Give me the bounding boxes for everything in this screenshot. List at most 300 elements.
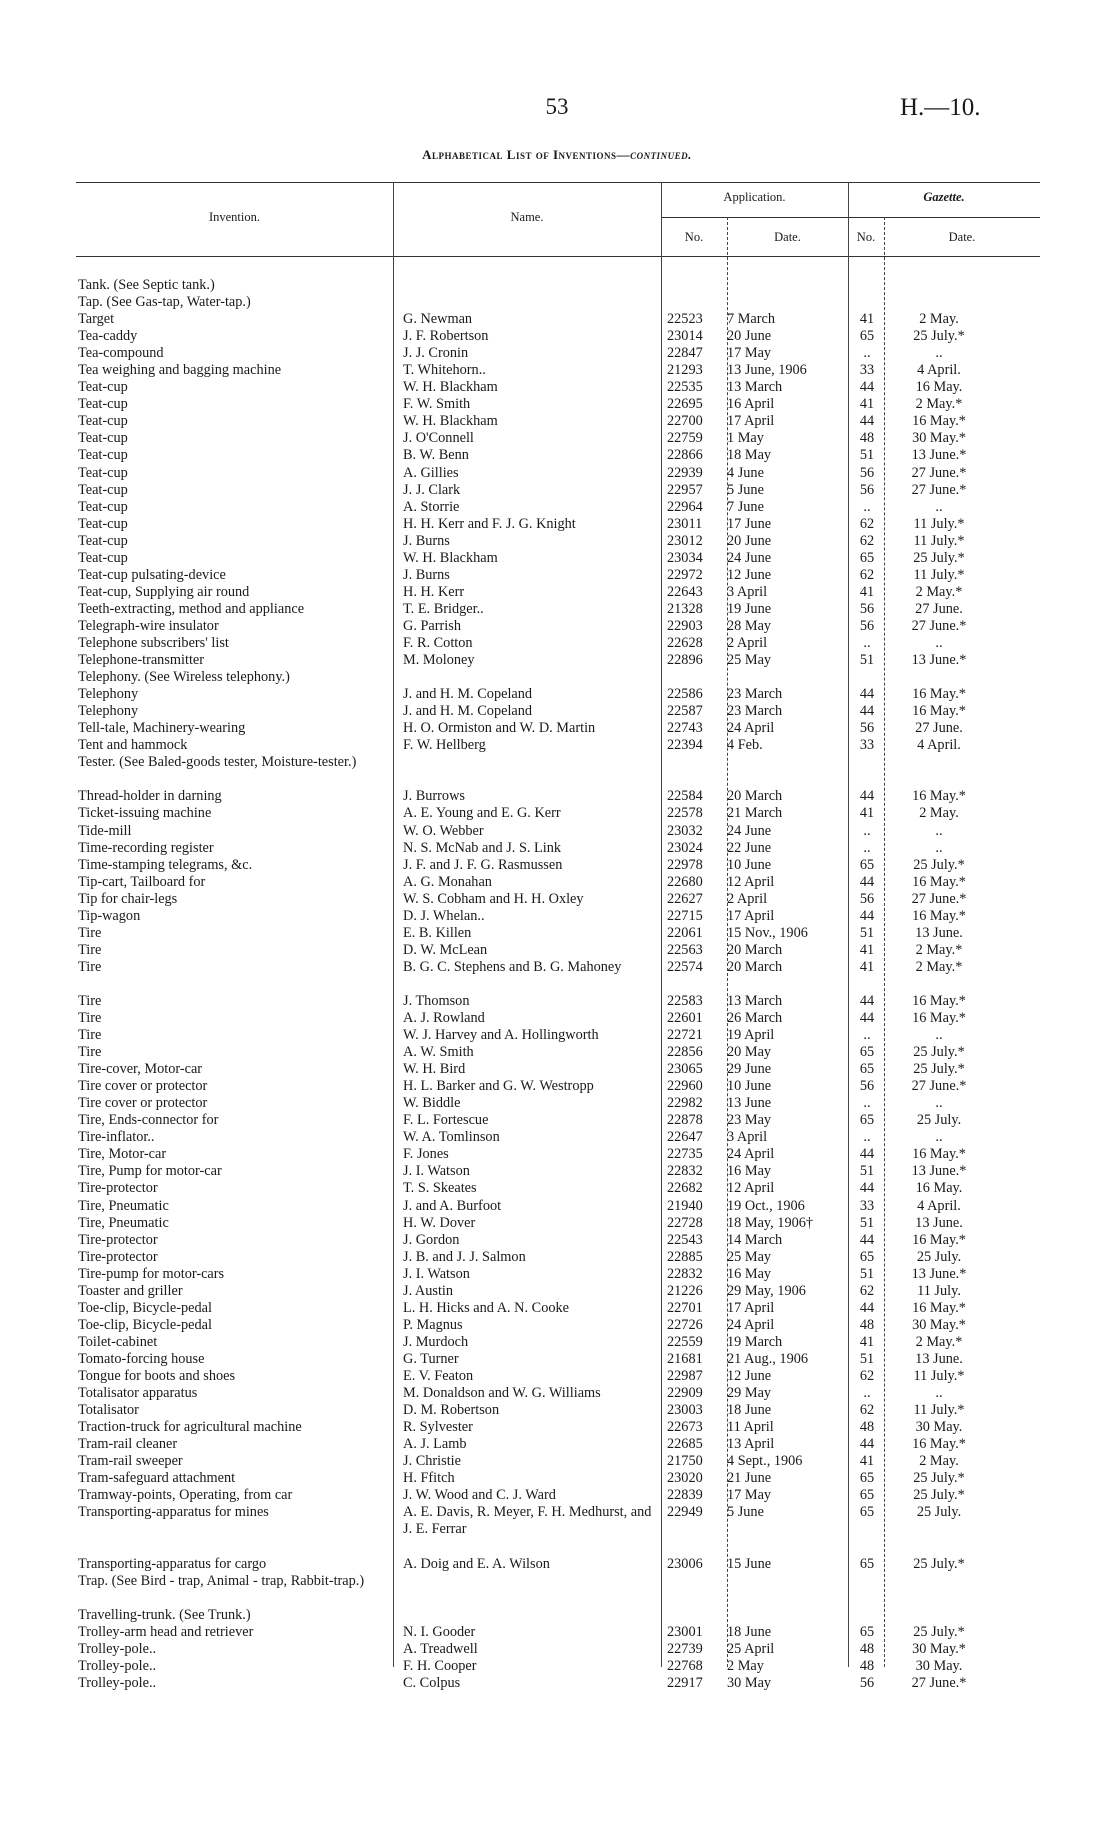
app-no-cell: 22735 xyxy=(667,1146,703,1163)
invention-cell: Tea weighing and bagging machine xyxy=(78,362,282,379)
table-row xyxy=(0,584,1114,601)
app-date-cell: 13 March xyxy=(727,379,783,396)
gazette-date-cell: 30 May. xyxy=(915,1419,963,1436)
invention-cell: Tramway-points, Operating, from car xyxy=(78,1487,293,1504)
app-no-cell: 22673 xyxy=(667,1419,703,1436)
table-row xyxy=(0,874,1114,891)
header-invention: Invention. xyxy=(208,210,261,224)
table-row xyxy=(0,1283,1114,1300)
table-row xyxy=(0,1027,1114,1044)
invention-cell: Ticket-issuing machine xyxy=(78,805,212,822)
gazette-no-cell: 62 xyxy=(859,1402,875,1419)
invention-cell: Tester. (See Baled-goods tester, Moisture-tester.) xyxy=(78,754,357,771)
table-row xyxy=(0,550,1114,567)
app-date-cell: 10 June xyxy=(727,856,772,873)
app-date-cell: 13 June xyxy=(727,1095,772,1112)
app-date-cell: 30 May xyxy=(727,1674,772,1691)
table-row xyxy=(0,788,1114,805)
name-cell: J. Gordon xyxy=(403,1231,460,1248)
invention-table-body xyxy=(0,277,1114,1692)
name-cell: R. Sylvester xyxy=(403,1419,473,1436)
gazette-date-cell: 25 July.* xyxy=(913,1061,965,1078)
gazette-date-cell: 11 July. xyxy=(917,1282,961,1299)
header-app-date: Date. xyxy=(774,230,801,244)
invention-cell: Tire, Pneumatic xyxy=(78,1214,169,1231)
invention-cell: Toe-clip, Bicycle-pedal xyxy=(78,1316,212,1333)
app-no-cell: 22896 xyxy=(667,652,703,669)
gazette-no-cell: 44 xyxy=(859,703,875,720)
app-no-cell: 23014 xyxy=(667,328,703,345)
table-row xyxy=(0,754,1114,788)
gazette-no-cell: 56 xyxy=(859,600,875,617)
gazette-date-cell: 2 May.* xyxy=(915,958,963,975)
table-row xyxy=(0,1607,1114,1624)
app-date-cell: 17 June xyxy=(727,515,772,532)
gazette-no-cell: 41 xyxy=(859,583,875,600)
name-cell: J. and A. Burfoot xyxy=(403,1197,502,1214)
invention-cell: Tire xyxy=(78,992,102,1009)
app-no-cell: 22939 xyxy=(667,464,703,481)
table-row xyxy=(0,1317,1114,1334)
gazette-no-cell: 41 xyxy=(859,1453,875,1470)
app-no-cell: 22839 xyxy=(667,1487,703,1504)
gazette-no-cell: 48 xyxy=(859,1316,875,1333)
header-gazette: Gazette. xyxy=(923,190,965,204)
gazette-date-cell: 16 May.* xyxy=(912,1299,966,1316)
gazette-date-cell: 2 May. xyxy=(919,805,959,822)
app-no-cell: 22964 xyxy=(667,498,703,515)
gazette-date-cell: 27 June. xyxy=(915,600,963,617)
invention-cell: Tip for chair-legs xyxy=(78,890,178,907)
invention-cell: Totalisator xyxy=(78,1402,139,1419)
gazette-no-cell: 44 xyxy=(859,1146,875,1163)
gazette-date-cell: 2 May.* xyxy=(915,396,963,413)
invention-cell: Trolley-pole.. xyxy=(78,1674,157,1691)
app-date-cell: 18 June xyxy=(727,1402,772,1419)
name-cell: M. Donaldson and W. G. Williams xyxy=(403,1385,601,1402)
table-row xyxy=(0,1095,1114,1112)
name-cell: J. Burrows xyxy=(403,788,465,805)
name-cell: H. H. Kerr xyxy=(403,583,465,600)
app-date-cell: 14 March xyxy=(727,1231,783,1248)
gazette-date-cell: 25 July.* xyxy=(913,549,965,566)
table-row xyxy=(0,1300,1114,1317)
name-cell: F. W. Smith xyxy=(403,396,471,413)
table-row xyxy=(0,430,1114,447)
table-row xyxy=(0,1146,1114,1163)
gazette-date-cell: .. xyxy=(935,498,943,515)
app-date-cell: 1 May xyxy=(727,430,764,447)
app-date-cell: 29 May, 1906 xyxy=(727,1282,806,1299)
gazette-no-cell: 62 xyxy=(859,515,875,532)
table-row xyxy=(0,1215,1114,1232)
name-cell: W. O. Webber xyxy=(403,822,484,839)
gazette-date-cell: .. xyxy=(935,822,943,839)
gazette-date-cell: 4 April. xyxy=(917,1197,961,1214)
name-cell: W. S. Cobham and H. H. Oxley xyxy=(403,890,584,907)
table-row xyxy=(0,1641,1114,1658)
invention-cell: Teat-cup xyxy=(78,396,128,413)
app-date-cell: 2 April xyxy=(727,634,768,651)
gazette-no-cell: 44 xyxy=(859,788,875,805)
header-gz-no: No. xyxy=(856,230,876,244)
name-cell: A. W. Smith xyxy=(403,1044,474,1061)
app-date-cell: 20 June xyxy=(727,328,772,345)
gazette-no-cell: 65 xyxy=(859,1504,875,1521)
table-row xyxy=(0,1573,1114,1607)
invention-cell: Tire, Ends-connector for xyxy=(78,1112,219,1129)
gazette-date-cell: 16 May.* xyxy=(912,703,966,720)
gazette-no-cell: 41 xyxy=(859,1333,875,1350)
invention-cell: Telephone subscribers' list xyxy=(78,634,229,651)
app-date-cell: 21 March xyxy=(727,805,783,822)
gazette-date-cell: 25 July.* xyxy=(913,856,965,873)
table-row xyxy=(0,482,1114,499)
gazette-date-cell: 16 May.* xyxy=(912,992,966,1009)
app-no-cell: 22949 xyxy=(667,1504,703,1521)
gazette-date-cell: 13 June. xyxy=(915,1214,963,1231)
name-cell: G. Turner xyxy=(403,1350,459,1367)
name-cell: W. H. Bird xyxy=(403,1061,466,1078)
gazette-no-cell: 48 xyxy=(859,430,875,447)
table-row xyxy=(0,1351,1114,1368)
table-row xyxy=(0,465,1114,482)
invention-cell: Tire xyxy=(78,924,102,941)
name-cell: H. W. Dover xyxy=(403,1214,476,1231)
gazette-no-cell: 33 xyxy=(859,362,875,379)
gazette-date-cell: 16 May.* xyxy=(912,907,966,924)
app-no-cell: 22643 xyxy=(667,583,703,600)
table-row xyxy=(0,533,1114,550)
app-no-cell: 22957 xyxy=(667,481,703,498)
table-row xyxy=(0,499,1114,516)
name-cell: E. B. Killen xyxy=(403,924,472,941)
gazette-no-cell: .. xyxy=(863,634,871,651)
gazette-no-cell: .. xyxy=(863,498,871,515)
gazette-date-cell: 25 July. xyxy=(916,1112,962,1129)
invention-cell: Teat-cup, Supplying air round xyxy=(78,583,250,600)
app-no-cell: 22061 xyxy=(667,924,703,941)
invention-cell: Traction-truck for agricultural machine xyxy=(78,1419,302,1436)
table-row xyxy=(0,720,1114,737)
header-gz-date: Date. xyxy=(948,230,976,244)
gazette-no-cell: 65 xyxy=(859,856,875,873)
app-date-cell: 24 April xyxy=(727,720,775,737)
invention-cell: Tongue for boots and shoes xyxy=(78,1368,236,1384)
app-date-cell: 20 June xyxy=(727,532,772,549)
app-no-cell: 22559 xyxy=(667,1333,703,1350)
invention-cell: Tire xyxy=(78,958,102,975)
app-no-cell: 22543 xyxy=(667,1231,703,1248)
name-cell: D. J. Whelan.. xyxy=(403,907,485,924)
app-date-cell: 5 June xyxy=(727,1504,764,1521)
app-no-cell: 22682 xyxy=(667,1180,703,1197)
app-date-cell: 2 May xyxy=(727,1657,764,1674)
gazette-no-cell: 65 xyxy=(859,1248,875,1265)
gazette-no-cell: 56 xyxy=(859,464,875,481)
gazette-no-cell: 65 xyxy=(859,1061,875,1078)
invention-cell: Teat-cup xyxy=(78,447,128,464)
app-no-cell: 22628 xyxy=(667,634,703,651)
gazette-date-cell: 2 May. xyxy=(919,1453,959,1470)
app-date-cell: 4 Sept., 1906 xyxy=(727,1453,803,1470)
gazette-no-cell: 33 xyxy=(859,1197,875,1214)
gazette-date-cell: 16 May.* xyxy=(912,1010,966,1027)
app-no-cell: 22721 xyxy=(667,1027,703,1044)
gazette-no-cell: 62 xyxy=(859,566,875,583)
app-date-cell: 20 March xyxy=(727,788,783,805)
invention-cell: Target xyxy=(78,311,115,328)
name-cell: W. H. Blackham xyxy=(403,413,498,430)
gazette-date-cell: 13 June.* xyxy=(911,652,967,669)
name-cell: J. O'Connell xyxy=(403,430,474,447)
header-bottom-rule xyxy=(76,256,1040,257)
gazette-no-cell: 51 xyxy=(859,1163,875,1180)
gazette-no-cell: 65 xyxy=(859,1470,875,1487)
gazette-date-cell: .. xyxy=(935,634,943,651)
gazette-no-cell: 41 xyxy=(859,805,875,822)
name-cell: A. Gillies xyxy=(403,464,459,481)
gazette-date-cell: 25 July.* xyxy=(913,1044,965,1061)
name-cell: A. Treadwell xyxy=(403,1640,478,1657)
invention-cell: Tank. (See Septic tank.) xyxy=(78,277,215,293)
name-cell: J. B. and J. J. Salmon xyxy=(403,1248,526,1265)
app-date-cell: 23 May xyxy=(727,1112,772,1129)
table-row xyxy=(0,1198,1114,1215)
invention-cell: Tire-inflator.. xyxy=(78,1129,155,1146)
name-cell: J. F. and J. F. G. Rasmussen xyxy=(403,856,563,873)
table-row xyxy=(0,1163,1114,1180)
gazette-date-cell: 16 May.* xyxy=(912,686,966,703)
app-no-cell: 22601 xyxy=(667,1010,703,1027)
name-cell: J. and H. M. Copeland xyxy=(403,703,533,720)
invention-cell: Toilet-cabinet xyxy=(78,1333,158,1350)
invention-cell: Tram-safeguard attachment xyxy=(78,1470,236,1487)
table-row xyxy=(0,345,1114,362)
app-no-cell: 22909 xyxy=(667,1385,703,1402)
gazette-no-cell: 56 xyxy=(859,890,875,907)
invention-cell: Tea-caddy xyxy=(78,328,138,345)
app-date-cell: 25 April xyxy=(727,1640,775,1657)
gazette-no-cell: 41 xyxy=(859,958,875,975)
app-date-cell: 28 May xyxy=(727,617,772,634)
app-date-cell: 18 May, 1906† xyxy=(727,1214,814,1231)
app-date-cell: 16 May xyxy=(727,1265,772,1282)
invention-cell: Telephony xyxy=(78,686,139,703)
app-date-cell: 3 April xyxy=(727,1129,768,1146)
page-code: H.—10. xyxy=(900,94,981,121)
invention-cell: Tram-rail sweeper xyxy=(78,1453,183,1470)
header-top-rule xyxy=(76,182,1040,183)
invention-cell: Tap. (See Gas-tap, Water-tap.) xyxy=(78,294,251,311)
invention-cell: Telephone-transmitter xyxy=(78,652,205,669)
table-row xyxy=(0,1470,1114,1487)
app-date-cell: 12 June xyxy=(727,1368,772,1384)
header-name: Name. xyxy=(510,210,544,224)
gazette-date-cell: 27 June.* xyxy=(911,481,967,498)
gazette-date-cell: 4 April. xyxy=(917,362,961,379)
name-cell: J. I. Watson xyxy=(403,1163,470,1180)
gazette-no-cell: 56 xyxy=(859,481,875,498)
gazette-no-cell: 51 xyxy=(859,1350,875,1367)
app-no-cell: 23032 xyxy=(667,822,703,839)
gazette-no-cell: 44 xyxy=(859,873,875,890)
gazette-no-cell: 65 xyxy=(859,1112,875,1129)
app-date-cell: 12 April xyxy=(727,1180,775,1197)
invention-cell: Telegraph-wire insulator xyxy=(78,617,219,634)
table-row xyxy=(0,669,1114,686)
gazette-no-cell: 41 xyxy=(859,941,875,958)
app-date-cell: 21 Aug., 1906 xyxy=(727,1350,809,1367)
gazette-no-cell: 65 xyxy=(859,328,875,345)
name-cell: A. G. Monahan xyxy=(403,873,492,890)
gazette-no-cell: 62 xyxy=(859,1368,875,1384)
table-row xyxy=(0,1266,1114,1283)
app-no-cell: 22856 xyxy=(667,1044,703,1061)
app-date-cell: 5 June xyxy=(727,481,764,498)
app-no-cell: 23024 xyxy=(667,839,703,856)
gazette-no-cell: 48 xyxy=(859,1419,875,1436)
table-row xyxy=(0,447,1114,464)
name-cell: A. Doig and E. A. Wilson xyxy=(403,1555,550,1572)
invention-cell: Totalisator apparatus xyxy=(78,1385,198,1402)
name-cell: J. Thomson xyxy=(403,992,470,1009)
gazette-no-cell: 65 xyxy=(859,1044,875,1061)
app-date-cell: 17 May xyxy=(727,1487,772,1504)
name-cell: H. O. Ormiston and W. D. Martin xyxy=(403,720,596,737)
gazette-date-cell: .. xyxy=(935,1385,943,1402)
gazette-date-cell: 13 June.* xyxy=(911,1163,967,1180)
gazette-no-cell: .. xyxy=(863,839,871,856)
gazette-no-cell: 44 xyxy=(859,379,875,396)
app-no-cell: 22685 xyxy=(667,1436,703,1453)
app-date-cell: 23 March xyxy=(727,686,783,703)
app-date-cell: 20 March xyxy=(727,941,783,958)
gazette-no-cell: 44 xyxy=(859,1010,875,1027)
app-no-cell: 23012 xyxy=(667,532,703,549)
app-no-cell: 22563 xyxy=(667,941,703,958)
name-cell: J. W. Wood and C. J. Ward xyxy=(403,1487,556,1504)
name-cell: F. W. Hellberg xyxy=(403,737,486,754)
table-row xyxy=(0,516,1114,533)
gazette-no-cell: 44 xyxy=(859,1231,875,1248)
name-cell: H. Ffitch xyxy=(403,1470,455,1487)
table-row xyxy=(0,1453,1114,1470)
gazette-date-cell: 13 June.* xyxy=(911,447,967,464)
invention-cell: Tire-protector xyxy=(78,1231,158,1248)
invention-cell: Tire, Pump for motor-car xyxy=(78,1163,222,1180)
invention-cell: Toaster and griller xyxy=(78,1282,183,1299)
gazette-date-cell: 16 May.* xyxy=(912,1436,966,1453)
table-row xyxy=(0,277,1114,294)
invention-cell: Teat-cup xyxy=(78,515,128,532)
gazette-no-cell: 51 xyxy=(859,924,875,941)
title-main: Alphabetical List of Inventions xyxy=(422,147,617,162)
invention-cell: Tire-cover, Motor-car xyxy=(78,1061,203,1078)
app-no-cell: 22728 xyxy=(667,1214,703,1231)
table-row xyxy=(0,1436,1114,1453)
gazette-date-cell: .. xyxy=(935,839,943,856)
gazette-no-cell: 41 xyxy=(859,311,875,328)
app-date-cell: 24 April xyxy=(727,1316,775,1333)
name-cell: C. Colpus xyxy=(403,1674,461,1691)
invention-cell: Tomato-forcing house xyxy=(78,1350,205,1367)
app-no-cell: 23020 xyxy=(667,1470,703,1487)
app-no-cell: 23034 xyxy=(667,549,703,566)
app-date-cell: 17 April xyxy=(727,413,775,430)
app-no-cell: 23065 xyxy=(667,1061,703,1078)
gazette-date-cell: 11 July.* xyxy=(913,532,965,549)
app-no-cell: 22739 xyxy=(667,1640,703,1657)
app-no-cell: 23011 xyxy=(667,515,703,532)
invention-cell: Time-recording register xyxy=(78,839,214,856)
invention-cell: Tire xyxy=(78,1044,102,1061)
app-no-cell: 22978 xyxy=(667,856,703,873)
table-row xyxy=(0,1232,1114,1249)
app-no-cell: 22587 xyxy=(667,703,703,720)
name-cell: A. J. Rowland xyxy=(403,1010,485,1027)
invention-cell: Tram-rail cleaner xyxy=(78,1436,178,1453)
name-cell: N. I. Gooder xyxy=(403,1623,476,1640)
name-cell: M. Moloney xyxy=(403,652,475,669)
invention-cell: Teat-cup xyxy=(78,464,128,481)
app-no-cell: 21750 xyxy=(667,1453,703,1470)
name-cell: W. Biddle xyxy=(403,1095,461,1112)
gazette-date-cell: 2 May. xyxy=(919,311,959,328)
table-row xyxy=(0,362,1114,379)
name-cell: W. J. Harvey and A. Hollingworth xyxy=(403,1027,599,1044)
invention-cell: Teat-cup xyxy=(78,549,128,566)
gazette-date-cell: .. xyxy=(935,1095,943,1112)
app-date-cell: 18 June xyxy=(727,1623,772,1640)
gazette-no-cell: 65 xyxy=(859,1555,875,1572)
name-cell: L. H. Hicks and A. N. Cooke xyxy=(403,1299,569,1316)
app-date-cell: 19 Oct., 1906 xyxy=(727,1197,805,1214)
app-no-cell: 22917 xyxy=(667,1674,703,1691)
name-cell: A. E. Young and E. G. Kerr xyxy=(403,805,561,822)
app-no-cell: 22695 xyxy=(667,396,703,413)
app-date-cell: 29 June xyxy=(727,1061,772,1078)
table-row xyxy=(0,635,1114,652)
name-cell: J. and H. M. Copeland xyxy=(403,686,533,703)
gazette-no-cell: .. xyxy=(863,1129,871,1146)
table-row xyxy=(0,311,1114,328)
gazette-date-cell: 2 May.* xyxy=(915,941,963,958)
name-cell: B. G. C. Stephens and B. G. Mahoney xyxy=(403,958,622,975)
gazette-no-cell: 62 xyxy=(859,1282,875,1299)
app-no-cell: 21328 xyxy=(667,600,703,617)
table-row xyxy=(0,1385,1114,1402)
table-row xyxy=(0,908,1114,925)
table-row xyxy=(0,1078,1114,1095)
gazette-no-cell: 56 xyxy=(859,617,875,634)
gazette-date-cell: 25 July.* xyxy=(913,1487,965,1504)
table-row xyxy=(0,1368,1114,1385)
gazette-date-cell: 11 July.* xyxy=(913,1402,965,1419)
invention-cell: Teat-cup xyxy=(78,498,128,515)
invention-cell: Tire cover or protector xyxy=(78,1078,208,1095)
app-no-cell: 21940 xyxy=(667,1197,703,1214)
gazette-date-cell: 25 July. xyxy=(916,1504,962,1521)
table-row xyxy=(0,959,1114,993)
gazette-no-cell: 48 xyxy=(859,1657,875,1674)
page-number: 53 xyxy=(545,94,569,119)
app-no-cell: 22866 xyxy=(667,447,703,464)
gazette-date-cell: 27 June. xyxy=(915,720,963,737)
invention-cell: Telephony. (See Wireless telephony.) xyxy=(78,669,290,686)
name-cell: N. S. McNab and J. S. Link xyxy=(403,839,562,856)
table-row xyxy=(0,1010,1114,1027)
